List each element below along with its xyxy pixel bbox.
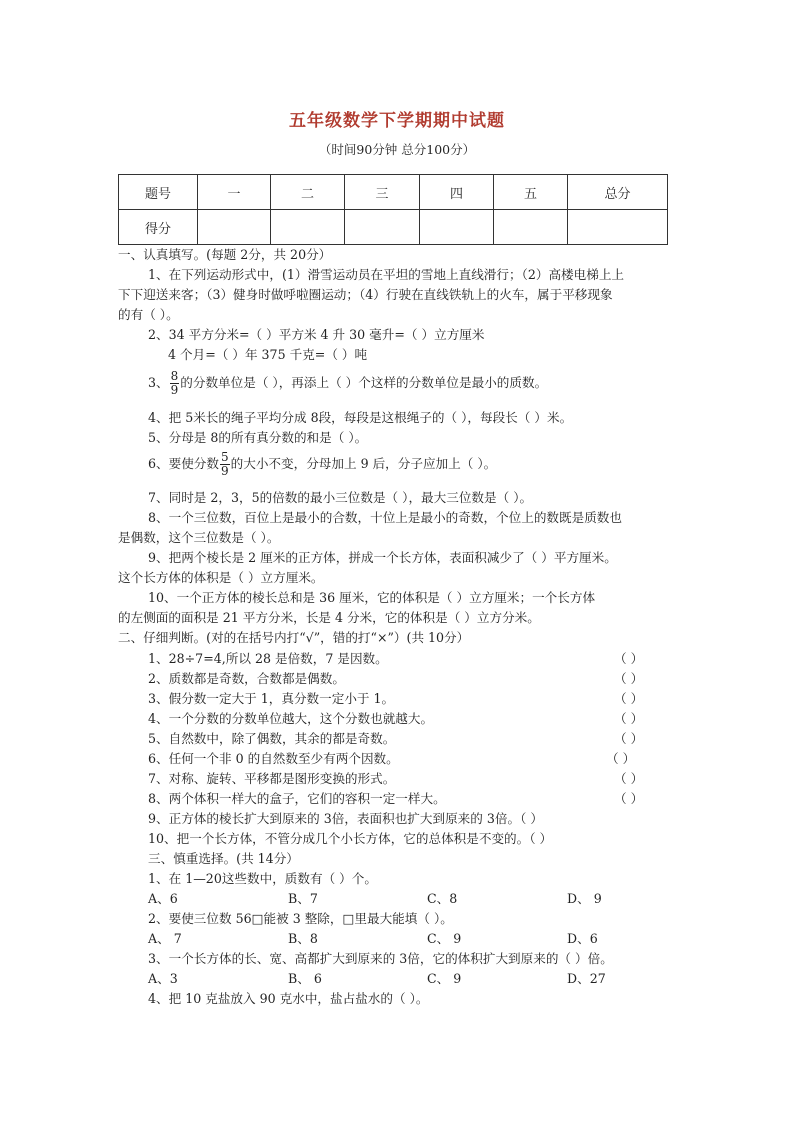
score-table-header-row: [119, 175, 668, 210]
choice-option-d[interactable]: D、 9: [567, 891, 602, 906]
section-heading-choice: 三、慎重选择。(共 14分）: [148, 851, 299, 866]
answer-bracket[interactable]: （ ）: [614, 791, 644, 806]
score-cell[interactable]: [494, 210, 568, 245]
choice-question: 1、在 1—20这些数中，质数有（ ）个。: [148, 871, 377, 886]
question-line: 7、同时是 2，3，5的倍数的最小三位数是（ ），最大三位数是（ ）。: [148, 490, 533, 505]
judge-item: 8、两个体积一样大的盒子，它们的容积一定一样大。: [148, 791, 446, 806]
judge-item: 9、正方体的棱长扩大到原来的 3倍，表面积也扩大到原来的 3倍。（ ）: [148, 811, 543, 826]
question-line: 4、把 5米长的绳子平均分成 8段，每段是这根绳子的（ ），每段长（ ）米。: [148, 410, 573, 425]
choice-option-c[interactable]: C、 9: [427, 971, 462, 986]
page-title: 五年级数学下学期期中试题: [289, 111, 505, 131]
score-header-cell: 四: [420, 175, 494, 210]
fraction-numerator: 5: [220, 450, 229, 464]
question-line: 4 个月=（ ）年 375 千克=（ ）吨: [168, 347, 368, 362]
question-line: 的有（ ）。: [118, 307, 179, 322]
question-text: 的分数单位是（ ），再添上（ ）个这样的分数单位是最小的质数。: [180, 375, 548, 390]
judge-item: 6、任何一个非 0 的自然数至少有两个因数。: [148, 751, 399, 766]
choice-option-b[interactable]: B、 6: [288, 971, 322, 986]
fraction: [220, 451, 230, 478]
section-heading-fill: 一、认真填写。(每题 2分，共 20分）: [118, 247, 332, 262]
judge-item: 4、一个分数的分数单位越大，这个分数也就越大。: [148, 711, 434, 726]
score-header-cell: 一: [198, 175, 271, 210]
judge-item: 3、假分数一定大于 1，真分数一定小于 1。: [148, 691, 395, 706]
question-line: 这个长方体的体积是（ ）立方厘米。: [118, 570, 324, 585]
judge-item: 2、质数都是奇数，合数都是偶数。: [148, 671, 345, 686]
question-line: 1、在下列运动形式中，(1）滑雪运动员在平坦的雪地上直线滑行；（2）高楼电梯上上: [148, 267, 625, 282]
choice-option-c[interactable]: C、 9: [427, 931, 462, 946]
choice-option-d[interactable]: D、6: [567, 931, 598, 946]
question-number: 3、: [148, 375, 169, 390]
judge-item: 1、28÷7=4,所以 28 是倍数，7 是因数。: [148, 651, 388, 666]
score-row-label: 得分: [119, 210, 198, 245]
question-line: 9、把两个棱长是 2 厘米的正方体，拼成一个长方体，表面积减少了（ ）平方厘米。: [148, 550, 617, 565]
choice-option-a[interactable]: A、 7: [148, 931, 182, 946]
score-header-cell: 题号: [119, 175, 198, 210]
score-header-cell: 总分: [568, 175, 668, 210]
question-line: [148, 367, 547, 399]
fraction-numerator: 8: [170, 369, 179, 383]
question-line: 2、34 平方分米=（ ）平方米 4 升 30 毫升=（ ）立方厘米: [148, 327, 485, 342]
judge-item: 7、对称、旋转、平移都是图形变换的形式。: [148, 771, 396, 786]
question-line: [148, 448, 496, 480]
choice-option-a[interactable]: A、3: [148, 971, 178, 986]
score-cell[interactable]: [420, 210, 494, 245]
choice-option-a[interactable]: A、6: [148, 891, 178, 906]
judge-item: 5、自然数中，除了偶数，其余的都是奇数。: [148, 731, 396, 746]
question-line: 是偶数，这个三位数是（ ）。: [118, 530, 280, 545]
question-line: 的左侧面的面积是 21 平方分米，长是 4 分米，它的体积是（ ）立方分米。: [118, 610, 540, 625]
section-heading-judge: 二、仔细判断。(对的在括号内打“√”，错的打“×”）(共 10分）: [118, 630, 470, 645]
score-table-score-row: [119, 210, 668, 245]
choice-question: 2、要使三位数 56□能被 3 整除，□里最大能填（ ）。: [148, 911, 453, 926]
answer-bracket[interactable]: （ ）: [614, 651, 644, 666]
question-text: 的大小不变，分母加上 9 后，分子应加上（ ）。: [230, 456, 497, 471]
judge-item: 10、把一个长方体，不管分成几个小长方体，它的总体积是不变的。（ ）: [148, 831, 553, 846]
fraction: [170, 370, 180, 397]
score-table: [118, 174, 668, 245]
score-header-cell: 五: [494, 175, 568, 210]
answer-bracket[interactable]: （ ）: [614, 691, 644, 706]
fraction-denominator: 9: [220, 464, 229, 478]
score-cell[interactable]: [271, 210, 345, 245]
choice-option-c[interactable]: C、8: [427, 891, 458, 906]
answer-bracket[interactable]: （ ）: [614, 671, 644, 686]
choice-option-d[interactable]: D、27: [567, 971, 606, 986]
score-header-cell: 三: [345, 175, 420, 210]
fraction-denominator: 9: [170, 383, 179, 397]
choice-question: 3、一个长方体的长、宽、高都扩大到原来的 3倍，它的体积扩大到原来的（ ）倍。: [148, 951, 613, 966]
choice-option-b[interactable]: B、7: [288, 891, 318, 906]
question-line: 8、一个三位数，百位上是最小的合数，十位上是最小的奇数，个位上的数既是质数也: [148, 510, 622, 525]
question-line: 5、分母是 8的所有真分数的和是（ ）。: [148, 430, 368, 445]
question-line: 10、一个正方体的棱长总和是 36 厘米，它的体积是（ ）立方厘米；一个长方体: [148, 590, 596, 605]
answer-bracket[interactable]: （ ）: [606, 751, 636, 766]
answer-bracket[interactable]: （ ）: [614, 731, 644, 746]
answer-bracket[interactable]: （ ）: [614, 711, 644, 726]
question-line: 下下迎送来客；（3）健身时做呼啦圈运动；（4）行驶在直线铁轨上的火车，属于平移现象: [118, 287, 613, 302]
score-cell[interactable]: [568, 210, 668, 245]
answer-bracket[interactable]: （ ）: [614, 771, 644, 786]
question-text: 6、要使分数: [148, 456, 219, 471]
score-header-cell: 二: [271, 175, 345, 210]
score-cell[interactable]: [198, 210, 271, 245]
page-subtitle: （时间90分钟 总分100分）: [318, 142, 476, 157]
choice-option-b[interactable]: B、8: [288, 931, 318, 946]
score-cell[interactable]: [345, 210, 420, 245]
choice-question: 4、把 10 克盐放入 90 克水中，盐占盐水的（ ）。: [148, 991, 429, 1006]
